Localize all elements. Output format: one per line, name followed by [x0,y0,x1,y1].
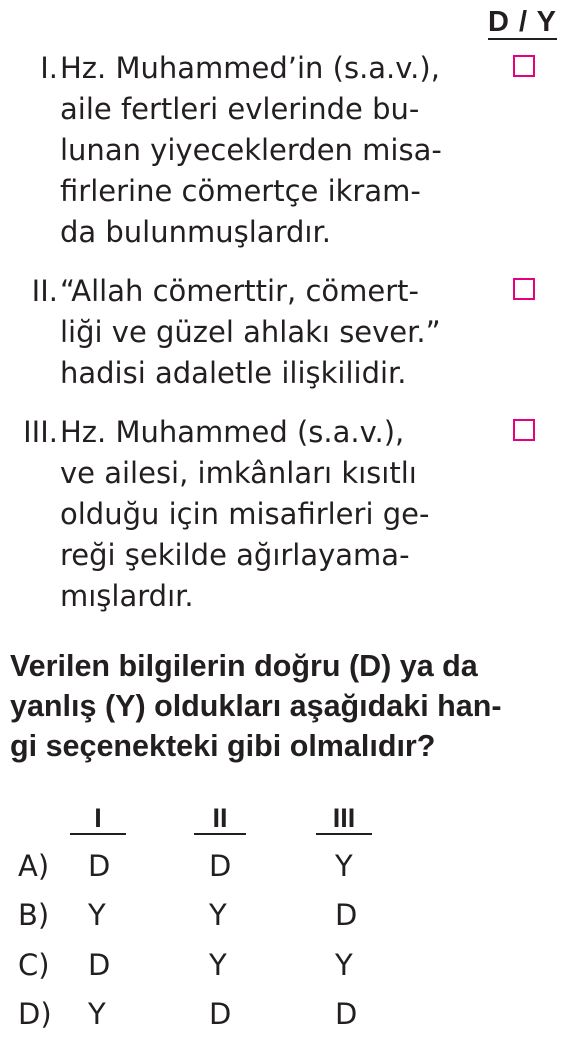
option-value-3: Y [335,948,353,982]
option-label: D) [18,997,52,1031]
statement-line: liği ve güzel ahlakı sever.” [60,315,441,349]
statement-2 [0,271,582,397]
statement-1-text [60,48,480,253]
option-b[interactable] [0,890,582,940]
statement-3-checkbox[interactable] [513,419,535,441]
question-line: yanlış (Y) oldukları aşağıdaki han- [10,689,502,723]
option-value-3: D [335,898,358,932]
statement-2-numeral: II. [31,274,58,308]
option-value-1: D [88,849,111,883]
column-header-3: III [316,803,372,835]
statement-line: ve ailesi, imkânları kısıtlı [60,456,417,490]
statement-line: firlerine cömertçe ikram- [60,174,421,208]
question-line: gi seçenekteki gibi olmalıdır? [10,729,436,763]
dy-header: D / Y [488,6,557,38]
question-text [10,646,580,766]
statement-3-numeral: III. [23,415,58,449]
option-value-2: Y [209,898,227,932]
option-value-1: Y [88,898,106,932]
statement-line: “Allah cömerttir, cömert- [60,274,420,308]
statement-line: lunan yiyeceklerden misa- [60,133,442,167]
option-value-2: Y [209,948,227,982]
column-header-2: II [194,803,246,835]
option-value-3: D [335,997,358,1031]
statement-3-text [60,412,480,617]
statement-2-checkbox[interactable] [513,278,535,300]
option-value-2: D [209,997,232,1031]
option-label: C) [18,948,50,982]
statement-2-text [60,271,480,394]
statement-line: mışlardır. [60,579,194,613]
question-line: Verilen bilgilerin doğru (D) ya da [10,649,478,683]
statement-line: aile fertleri evlerinde bu- [60,92,420,126]
statement-1-numeral: I. [40,51,58,85]
option-value-1: D [88,948,111,982]
statement-line: da bulunmuşlardır. [60,215,331,249]
statement-line: Hz. Muhammed’in (s.a.v.), [60,51,440,85]
option-value-3: Y [335,849,353,883]
statement-line: reği şekilde ağırlayama- [60,538,410,572]
statement-1-checkbox[interactable] [513,55,535,77]
option-label: B) [18,898,50,932]
statement-line: olduğu için misafirleri ge- [60,497,430,531]
statement-line: Hz. Muhammed (s.a.v.), [60,415,405,449]
column-header-1: I [70,803,126,835]
option-value-1: Y [88,997,106,1031]
option-value-2: D [209,849,232,883]
statement-line: hadisi adaletle ilişkilidir. [60,356,407,390]
statement-3 [0,412,582,622]
option-d[interactable] [0,989,582,1039]
statement-1 [0,48,582,258]
option-c[interactable] [0,940,582,990]
option-a[interactable] [0,841,582,891]
option-label: A) [18,849,50,883]
